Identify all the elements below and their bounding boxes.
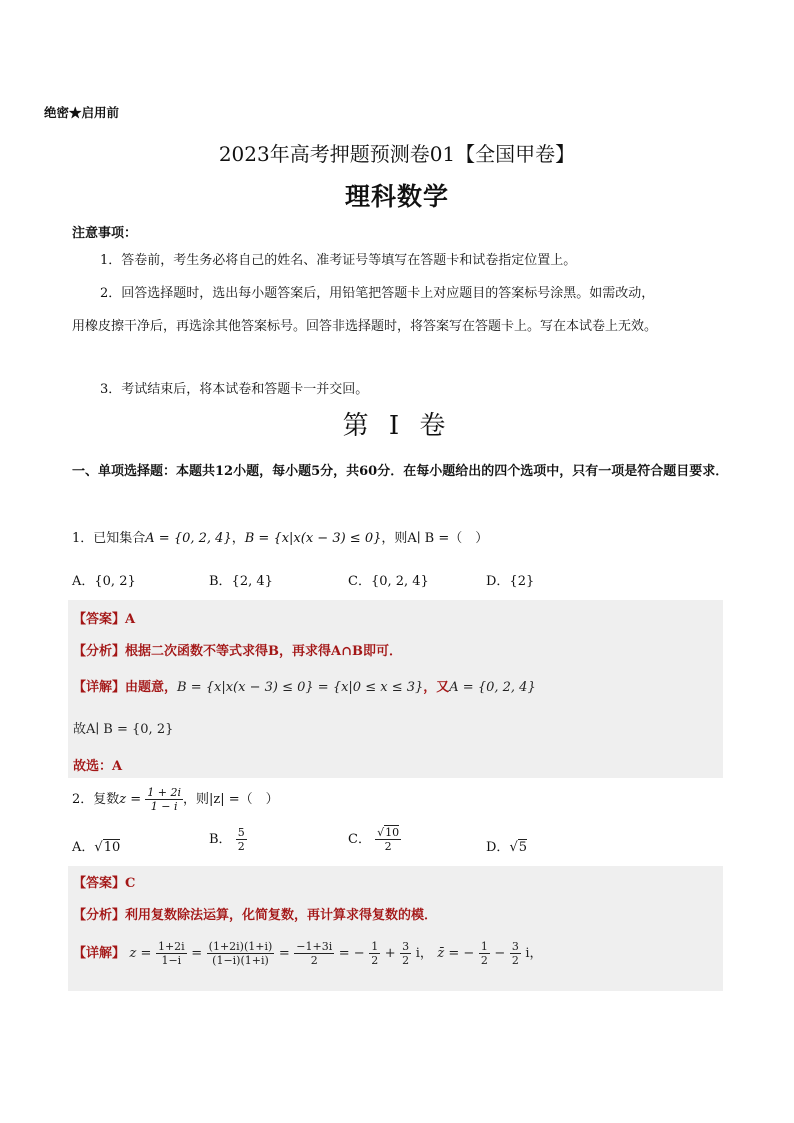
- q2-option-a-label: A．: [72, 840, 95, 855]
- q2-option-a-value: 10: [103, 840, 121, 855]
- sqrt-icon: √: [94, 840, 103, 855]
- q2-option-c-fraction: [375, 826, 401, 853]
- q2-fraction-den: 1 − i: [150, 800, 178, 813]
- q1-sep: ，: [231, 531, 245, 546]
- sqrt-icon: √: [509, 840, 518, 855]
- q2-detail-frac-4: [369, 940, 380, 967]
- q2-detail-frac-6-den: 2: [480, 954, 488, 967]
- q1-analysis-text: 根据二次函数不等式求得B，再求得A∩B即可．: [125, 644, 402, 659]
- q2-option-d-label: D．: [486, 840, 510, 855]
- q1-answer-label: 【答案】: [73, 612, 126, 627]
- q2-detail-i-1: i，: [415, 946, 433, 961]
- q1-option-a: A．{0, 2}: [72, 574, 136, 589]
- q2-answer-box: [68, 866, 723, 991]
- q2-answer: [73, 872, 135, 891]
- q2-detail-frac-1-num: 1+2i: [157, 940, 185, 953]
- q1-detail-text2: ，又: [423, 680, 450, 695]
- q2-detail-frac-6: [479, 940, 490, 967]
- q2-analysis-label: 【分析】: [73, 908, 126, 923]
- q1-option-c: C．{0, 2, 4}: [348, 574, 429, 589]
- q1-analysis-label: 【分析】: [73, 644, 126, 659]
- q2-option-b-den: 2: [237, 840, 245, 853]
- q1-set-b: B = {x|x(x − 3) ≤ 0}: [244, 531, 382, 546]
- q1-suffix: ，则A∣ B =（ ）: [381, 531, 489, 546]
- q1-conclusion: [73, 718, 173, 737]
- q1-detail-text: 由题意，: [125, 680, 178, 695]
- question-1-stem: [72, 527, 488, 546]
- q2-detail-frac-3: [294, 940, 334, 967]
- q2-detail-frac-5: [400, 940, 411, 967]
- q1-conclusion-text: 故A∣ B = {0, 2}: [73, 722, 174, 737]
- q1-answer-value: A: [125, 612, 136, 627]
- q2-detail-i-2: i，: [525, 946, 543, 961]
- q2-detail: [73, 940, 543, 967]
- q2-detail-frac-3-den: 2: [310, 954, 318, 967]
- q1-detail-math2: A = {0, 2, 4}: [449, 680, 536, 695]
- question-2-stem: [72, 786, 279, 813]
- q2-option-d-value: 5: [518, 840, 528, 855]
- q2-detail-frac-7-num: 3: [511, 940, 519, 953]
- q2-answer-label: 【答案】: [73, 876, 126, 891]
- q2-detail-label: 【详解】: [73, 946, 126, 961]
- q2-detail-eq-2: =: [278, 946, 290, 961]
- q2-detail-z: z =: [129, 946, 152, 961]
- q2-detail-frac-4-num: 1: [371, 940, 379, 953]
- q2-option-c-num-wrap: [375, 826, 401, 840]
- q2-detail-frac-5-den: 2: [402, 954, 410, 967]
- q2-suffix: ，则|z| =（ ）: [183, 792, 279, 807]
- q2-answer-value: C: [125, 876, 136, 891]
- q2-option-b-fraction: [236, 826, 247, 853]
- q2-option-b: [209, 826, 247, 853]
- q2-z: z =: [119, 792, 142, 807]
- q2-detail-plus: +: [384, 946, 396, 961]
- q2-analysis-text: 利用复数除法运算，化简复数，再计算求得复数的模．: [125, 908, 438, 923]
- q2-detail-frac-4-den: 2: [371, 954, 379, 967]
- q1-analysis: [73, 640, 402, 659]
- q2-detail-zbar: z̄ = −: [437, 946, 475, 961]
- q1-choice: [73, 755, 122, 774]
- volume-heading: 第 I 卷: [342, 411, 452, 441]
- q1-answer: [73, 608, 135, 627]
- q2-detail-minus: = −: [338, 946, 365, 961]
- q1-answer-box: [68, 600, 723, 778]
- q2-option-c-den: 2: [384, 840, 392, 853]
- q2-detail-eq-1: =: [191, 946, 203, 961]
- q2-option-c-num: 10: [385, 826, 400, 839]
- q1-option-b: B．{2, 4}: [209, 574, 273, 589]
- q2-detail-frac-2-den: (1−i)(1+i): [212, 954, 269, 967]
- q2-fraction-num: 1 + 2i: [147, 786, 182, 799]
- q2-analysis: [73, 904, 437, 923]
- q1-detail-math: B = {x|x(x − 3) ≤ 0} = {x|0 ≤ x ≤ 3}: [177, 680, 424, 695]
- q2-detail-frac-2-num: (1+2i)(1+i): [208, 940, 273, 953]
- q2-option-b-label: B．: [209, 832, 232, 847]
- notice-item-3: 3．考试结束后，将本试卷和答题卡一并交回。: [100, 382, 369, 397]
- q2-detail-frac-1: [156, 940, 187, 967]
- q2-option-c: [348, 826, 401, 853]
- q2-detail-frac-6-num: 1: [480, 940, 488, 953]
- q2-detail-frac-2: [207, 940, 275, 967]
- q1-set-a: A = {0, 2, 4}: [145, 531, 232, 546]
- q2-detail-frac-3-num: −1+3i: [296, 940, 333, 953]
- q1-detail: [73, 676, 536, 695]
- q2-detail-frac-1-den: 1−i: [161, 954, 182, 967]
- exam-subject: 理科数学: [344, 182, 449, 211]
- sqrt-icon: √: [377, 826, 385, 839]
- confidential-label: 绝密★启用前: [44, 105, 120, 120]
- q2-fraction: [145, 786, 183, 813]
- q2-option-a: [72, 836, 120, 855]
- q1-option-d: D．{2}: [486, 574, 535, 589]
- notice-item-2: 2．回答选择题时，选出每小题答案后，用铅笔把答题卡上对应题目的答案标号涂黑。如需改动，用橡皮擦干净后，再选涂其他答案标号。回答非选择题时，将答案写在答题卡上。写在本试卷上无效。: [72, 286, 658, 334]
- notice-item-1: 1．答卷前，考生务必将自己的姓名、准考证号等填写在答题卡和试卷指定位置上。: [100, 253, 577, 268]
- exam-title: 2023年高考押题预测卷01【全国甲卷】: [218, 142, 576, 166]
- q1-choice-text: 故选：A: [73, 759, 123, 774]
- q2-detail-minus-2: −: [494, 946, 506, 961]
- q2-option-d: [486, 836, 527, 855]
- q2-detail-frac-5-num: 3: [402, 940, 410, 953]
- q2-option-b-num: 5: [237, 826, 245, 839]
- section-heading: 一、单项选择题：本题共12小题，每小题5分，共60分．在每小题给出的四个选项中，只有一项是符合题目要求．: [72, 464, 729, 479]
- q1-detail-label: 【详解】: [73, 680, 126, 695]
- notice-heading: 注意事项：: [72, 226, 138, 241]
- q2-detail-frac-7: [510, 940, 521, 967]
- q2-option-c-label: C．: [348, 832, 371, 847]
- q2-prefix: 2．复数: [72, 792, 120, 807]
- q2-detail-frac-7-den: 2: [511, 954, 519, 967]
- q1-prefix: 1．已知集合: [72, 531, 146, 546]
